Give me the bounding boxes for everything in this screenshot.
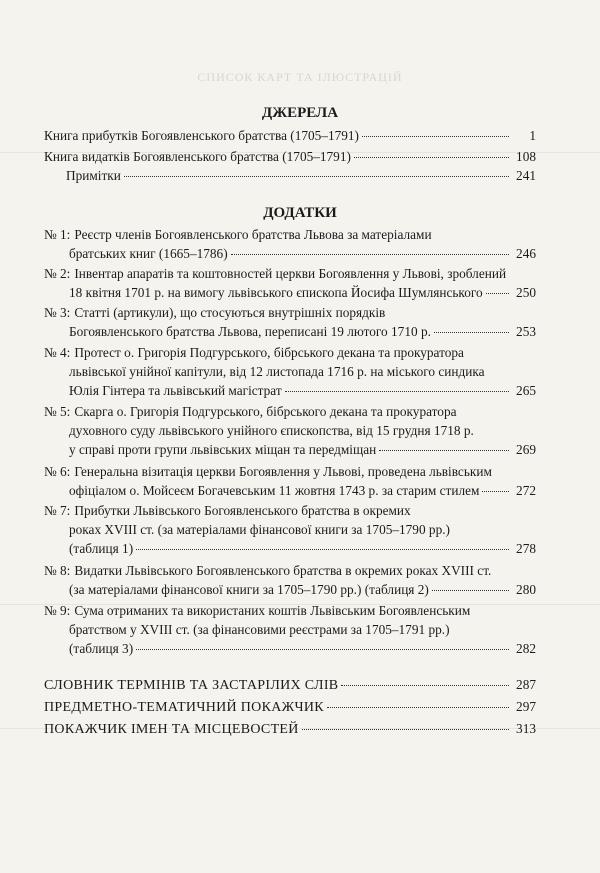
toc-entry-page: 272 (516, 483, 536, 498)
toc-entry-appendix-9[interactable] (44, 601, 536, 658)
toc-entry-line: 18 квітня 1701 р. на вимогу львівського єпископа Йосифа Шумлянського (69, 285, 483, 300)
toc-entry-line: Скарга о. Григорія Подгурського, бібрського декана та прокуратора (74, 404, 457, 419)
dot-leader (482, 491, 509, 492)
toc-entry-page: 313 (516, 721, 536, 736)
toc-entry-title: Книга прибутків Богоявленського братства (1705–1791) (44, 128, 359, 143)
toc-entry-line: Генеральна візитація церкви Богоявлення у Львові, проведена львівським (74, 464, 492, 479)
toc-entry-title: СЛОВНИК ТЕРМІНІВ ТА ЗАСТАРІЛИХ СЛІВ (44, 678, 339, 693)
toc-entry-line: у справі проти групи львівських міщан та передміщан (69, 442, 377, 457)
toc-entry-line: Протест о. Григорія Подгурського, бібрського декана та прокуратора (74, 345, 464, 360)
toc-entry-line: духовного суду львівського унійного єпископства, від 15 грудня 1718 р. (69, 423, 474, 438)
toc-entry-appendix-1[interactable] (44, 225, 536, 263)
toc-entry-line: (таблиця 3) (69, 641, 134, 656)
toc-entry-page: 287 (516, 677, 536, 692)
toc-entry-appendix-8[interactable] (44, 561, 536, 599)
toc-entry-glossary[interactable] (44, 675, 536, 695)
toc-entry-title: Книга видатків Богоявленського братства (1705–1791) (44, 149, 351, 164)
toc-entry-line: братських книг (1665–1786) (69, 246, 228, 261)
toc-entry-names-index[interactable] (44, 719, 536, 739)
toc-entry-page: 241 (516, 168, 536, 183)
toc-entry-line: Прибутки Львівського Богоявленського братства в окремих (74, 503, 411, 518)
dot-leader (341, 685, 509, 686)
toc-entry-appendix-7[interactable] (44, 501, 536, 558)
toc-entry-line: Інвентар апаратів та коштовностей церкви Богоявлення у Львові, зроблений (74, 266, 507, 281)
toc-entry-appendix-4[interactable] (44, 343, 536, 400)
toc-entry-line: (за матеріалами фінансової книги за 1705–1790 рр.) (таблиця 2) (69, 582, 429, 597)
appendix-number: № 9: (44, 603, 71, 618)
toc-entry-appendix-3[interactable] (44, 303, 536, 341)
appendix-number: № 8: (44, 563, 71, 578)
toc-entry-page: 265 (516, 383, 536, 398)
appendix-number: № 1: (44, 227, 71, 242)
toc-entry-sources-income-book[interactable] (44, 126, 536, 145)
toc-entry-sources-expense-book[interactable] (44, 147, 536, 166)
toc-entry-line: братством у XVIII ст. (за фінансовими реєстрами за 1705–1791 рр.) (69, 622, 450, 637)
toc-entry-line: Юлія Гінтера та львівський магістрат (69, 383, 282, 398)
appendix-number: № 2: (44, 266, 71, 281)
toc-entry-page: 278 (516, 541, 536, 556)
toc-entry-title: ПОКАЖЧИК ІМЕН ТА МІСЦЕВОСТЕЙ (44, 722, 299, 737)
dot-leader (327, 707, 509, 708)
dot-leader (302, 729, 509, 730)
toc-entry-page: 246 (516, 246, 536, 261)
appendix-number: № 4: (44, 345, 71, 360)
toc-entry-line: львівської унійної капітули, від 12 листопада 1716 р. на міського синдика (69, 364, 485, 379)
dot-leader (136, 549, 509, 550)
toc-entry-appendix-6[interactable] (44, 462, 536, 500)
toc-entry-page: 269 (516, 442, 536, 457)
toc-entry-line: офіціалом о. Мойсеєм Богачевським 11 жовтня 1743 р. за старим стилем (69, 483, 480, 498)
dot-leader (231, 254, 509, 255)
toc-entry-line: Сума отриманих та використаних коштів Львівським Богоявленським (74, 603, 471, 618)
toc-entry-subject-index[interactable] (44, 697, 536, 717)
toc-entry-title: Примітки (66, 168, 121, 183)
dot-leader (379, 450, 509, 451)
toc-entry-line: (таблиця 1) (69, 541, 134, 556)
dot-leader (124, 176, 509, 177)
dot-leader (354, 157, 509, 158)
toc-entry-line: Реєстр членів Богоявленського братства Львова за матеріалами (74, 227, 432, 242)
appendix-number: № 5: (44, 404, 71, 419)
appendix-number: № 7: (44, 503, 71, 518)
toc-entry-page: 250 (516, 285, 536, 300)
toc-entry-notes[interactable] (66, 166, 536, 185)
appendices-heading: ДОДАТКИ (263, 205, 337, 221)
toc-entry-line: Богоявленського братства Львова, переписані 19 лютого 1710 р. (69, 324, 431, 339)
toc-entry-page: 1 (529, 128, 536, 143)
toc-entry-appendix-2[interactable] (44, 264, 536, 302)
toc-entry-line: Видатки Львівського Богоявленського братства в окремих роках XVIII ст. (74, 563, 492, 578)
toc-entry-line: роках XVIII ст. (за матеріалами фінансової книги за 1705–1790 рр.) (69, 522, 450, 537)
appendix-number: № 6: (44, 464, 71, 479)
toc-entry-page: 282 (516, 641, 536, 656)
toc-entry-page: 253 (516, 324, 536, 339)
dot-leader (434, 332, 509, 333)
toc-entry-page: 108 (516, 149, 536, 164)
toc-entry-page: 280 (516, 582, 536, 597)
dot-leader (432, 590, 509, 591)
dot-leader (136, 649, 509, 650)
toc-entry-title: ПРЕДМЕТНО-ТЕМАТИЧНИЙ ПОКАЖЧИК (44, 700, 324, 715)
dot-leader (362, 136, 509, 137)
toc-entry-page: 297 (516, 699, 536, 714)
toc-entry-line: Статті (артикули), що стосуються внутрішніх порядків (74, 305, 386, 320)
sources-heading: ДЖЕРЕЛА (261, 105, 339, 121)
appendix-number: № 3: (44, 305, 71, 320)
toc-entry-appendix-5[interactable] (44, 402, 536, 459)
bleed-through-ghost-text: СПИСОК КАРТ ТА ІЛЮСТРАЦІЙ (197, 70, 403, 84)
dot-leader (486, 293, 509, 294)
dot-leader (285, 391, 509, 392)
